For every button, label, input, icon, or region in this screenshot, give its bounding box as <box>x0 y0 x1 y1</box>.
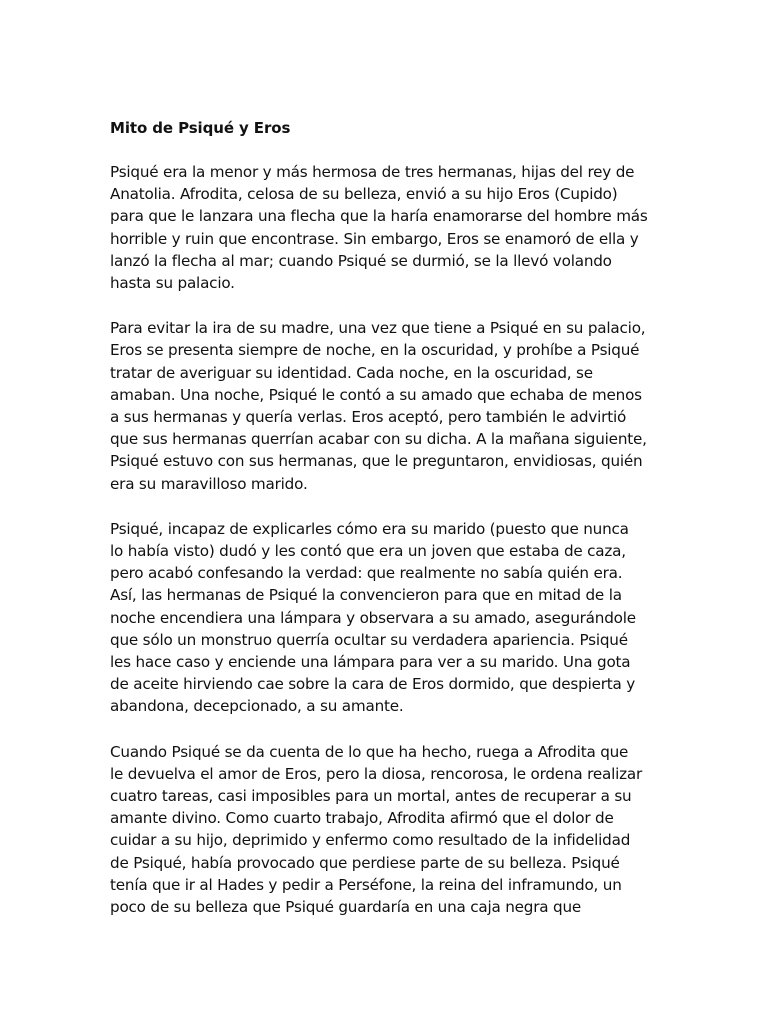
text-line: amante divino. Como cuarto trabajo, Afrodita afirmó que el dolor de <box>110 809 614 828</box>
text-line: de aceite hirviendo cae sobre la cara de Eros dormido, que despierta y <box>110 675 636 694</box>
text-line: Así, las hermanas de Psiqué la convencieron para que en mitad de la <box>110 586 622 605</box>
text-line: tratar de averiguar su identidad. Cada noche, en la oscuridad, se <box>110 363 593 382</box>
text-line: que sólo un monstruo querría ocultar su verdadera apariencia. Psiqué <box>110 630 628 649</box>
text-line: lo había visto) dudó y les contó que era un joven que estaba de caza, <box>110 542 626 561</box>
document-title: Mito de Psiqué y Eros <box>110 119 291 137</box>
text-line: Anatolia. Afrodita, celosa de su belleza, envió a su hijo Eros (Cupido) <box>110 185 618 204</box>
text-line: Psiqué era la menor y más hermosa de tres hermanas, hijas del rey de <box>110 163 635 181</box>
text-line: tenía que ir al Hades y pedir a Perséfone, la reina del inframundo, un <box>110 875 622 894</box>
text-line: lanzó la flecha al mar; cuando Psiqué se durmió, se la llevó volando <box>110 251 612 270</box>
text-line: hasta su palacio. <box>110 274 235 293</box>
paragraph-4 <box>110 741 684 919</box>
document-page <box>110 116 684 941</box>
text-line: noche encendiera una lámpara y observara a su amado, asegurándole <box>110 608 636 627</box>
text-line: pero acabó confesando la verdad: que realmente no sabía quién era. <box>110 564 623 583</box>
text-line: cuidar a su hijo, deprimido y enfermo como resultado de la infidelidad <box>110 831 631 850</box>
text-line: Psiqué, incapaz de explicarles cómo era su marido (puesto que nunca <box>110 519 629 538</box>
text-line: abandona, decepcionado, a su amante. <box>110 697 404 716</box>
text-line: de Psiqué, había provocado que perdiese parte de su belleza. Psiqué <box>110 853 620 872</box>
text-line: amaban. Una noche, Psiqué le contó a su amado que echaba de menos <box>110 385 642 404</box>
text-line: le devuelva el amor de Eros, pero la diosa, rencorosa, le ordena realizar <box>110 764 643 783</box>
text-line: para que le lanzara una flecha que la haría enamorarse del hombre más <box>110 207 648 226</box>
paragraph-3 <box>110 518 684 718</box>
text-line: a sus hermanas y quería verlas. Eros aceptó, pero también le advirtió <box>110 408 627 427</box>
text-line: poco de su belleza que Psiqué guardaría en una caja negra que <box>110 898 582 917</box>
text-line: horrible y ruin que encontrase. Sin embargo, Eros se enamoró de ella y <box>110 229 639 248</box>
paragraph-1 <box>110 161 684 294</box>
text-line: que sus hermanas querrían acabar con su dicha. A la mañana siguiente, <box>110 430 647 449</box>
text-line: Para evitar la ira de su madre, una vez que tiene a Psiqué en su palacio, <box>110 319 646 338</box>
text-line: Cuando Psiqué se da cuenta de lo que ha hecho, ruega a Afrodita que <box>110 742 629 761</box>
text-line: Psiqué estuvo con sus hermanas, que le preguntaron, envidiosas, quién <box>110 452 643 471</box>
paragraph-2 <box>110 317 684 495</box>
text-line: les hace caso y enciende una lámpara para ver a su marido. Una gota <box>110 653 631 672</box>
text-line: Eros se presenta siempre de noche, en la oscuridad, y prohíbe a Psiqué <box>110 341 640 360</box>
text-line: era su maravilloso marido. <box>110 474 308 493</box>
text-line: cuatro tareas, casi imposibles para un mortal, antes de recuperar a su <box>110 787 632 806</box>
